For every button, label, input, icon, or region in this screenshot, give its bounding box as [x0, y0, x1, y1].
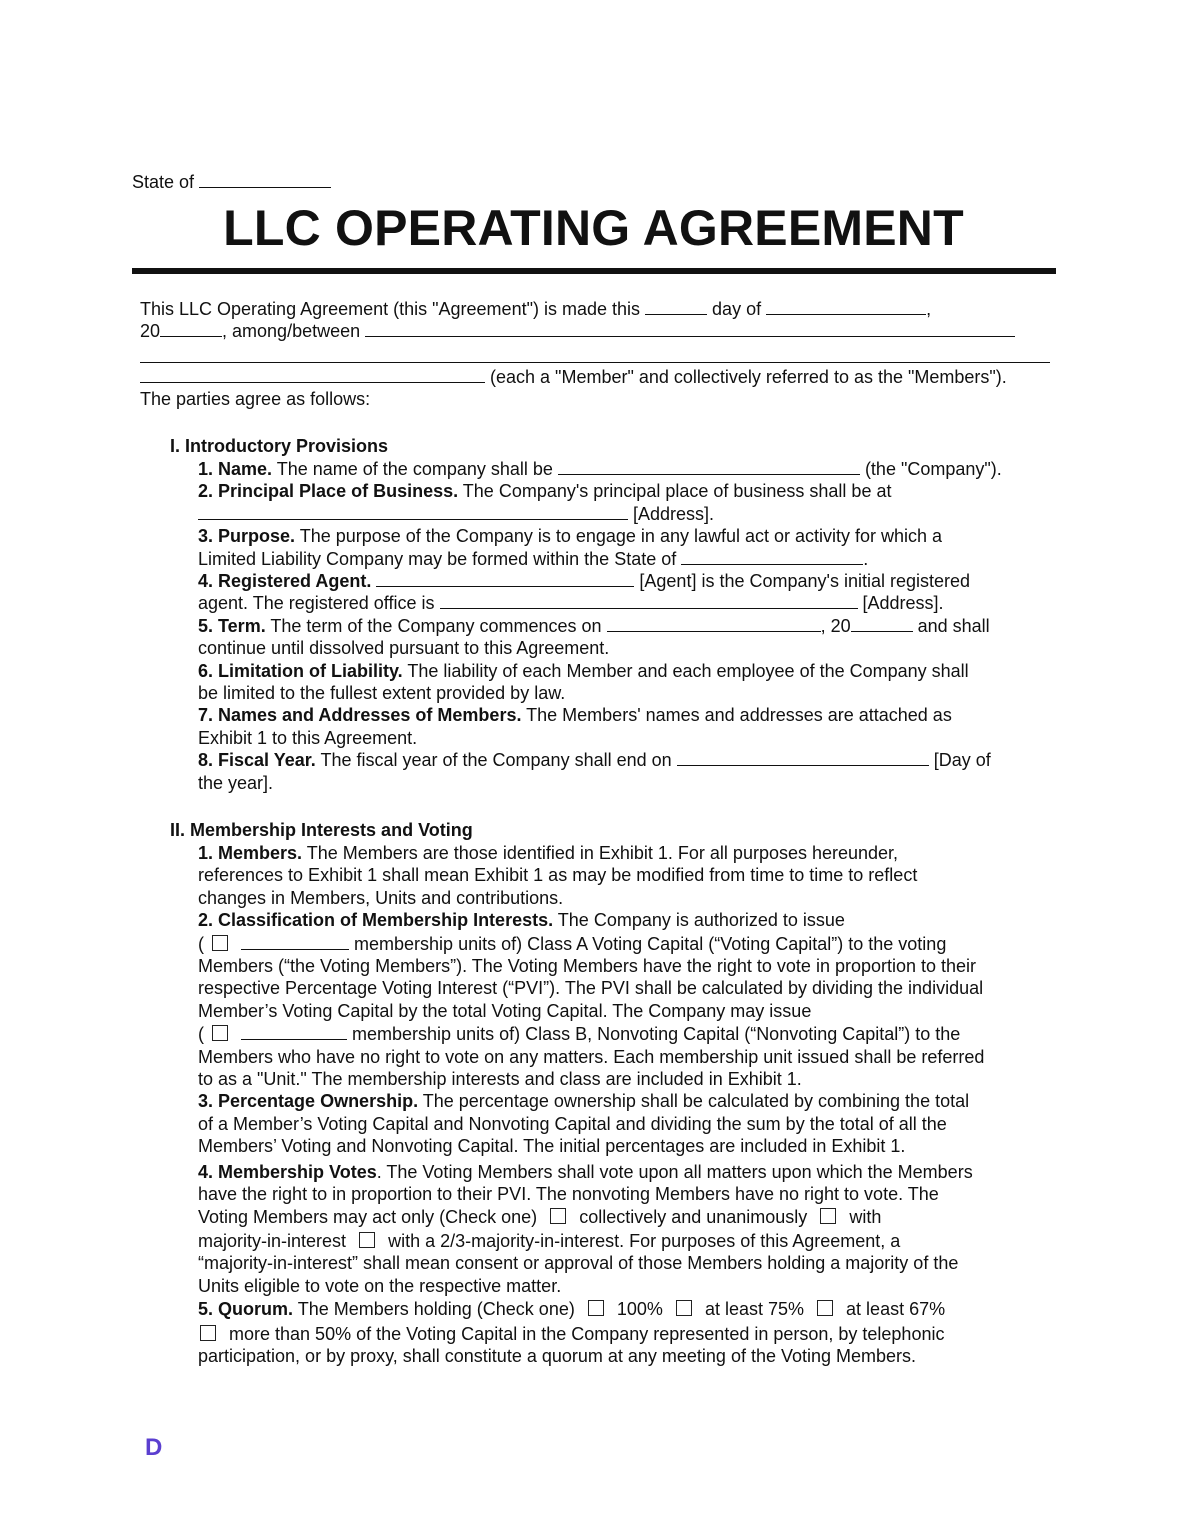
section-membership-items — [198, 842, 1048, 1367]
item-members-addresses — [198, 704, 1048, 726]
item-text: Limited Liability Company may be formed within the State of — [198, 548, 677, 569]
option-label: 100% — [616, 1299, 663, 1320]
item-text: “majority-in-interest” shall mean consent or approval of those Members holding a majority of the — [198, 1253, 959, 1274]
class-b-units-blank — [241, 1025, 347, 1040]
item-text: membership units of) Class A Voting Capital (“Voting Capital”) to the voting — [354, 933, 947, 954]
item-text: Members who have no right to vote on any matters. Each membership unit issued shall be referred — [198, 1046, 985, 1067]
item-text: continue until dissolved pursuant to this Agreement. — [198, 638, 610, 659]
class-b-checkbox[interactable] — [212, 1025, 228, 1041]
item-text: Voting Members may act only (Check one) — [198, 1206, 538, 1227]
item-text: ( — [198, 1024, 204, 1045]
unanimous-checkbox[interactable] — [550, 1208, 566, 1224]
item-text: Member’s Voting Capital by the total Voting Capital. The Company may issue — [198, 1000, 812, 1021]
title-rule — [132, 268, 1056, 274]
item-agent-cont — [198, 592, 1048, 614]
item-text: ( — [198, 933, 204, 954]
item-label: 2. Classification of Membership Interests. — [198, 910, 554, 931]
quorum-line-2 — [198, 1323, 1048, 1345]
quorum-67-checkbox[interactable] — [817, 1300, 833, 1316]
state-formation-blank — [681, 550, 863, 565]
item-text: agent. The registered office is — [198, 593, 435, 614]
option-label: more than 50% of the Voting Capital in the Company represented in person, by telephonic — [229, 1323, 945, 1344]
brand-logo: D — [145, 1434, 163, 1461]
item-text: The Company is authorized to issue — [557, 910, 845, 931]
item-text: Units eligible to vote on the respective matter. — [198, 1275, 562, 1296]
item-classification — [198, 909, 1048, 931]
quorum-75-checkbox[interactable] — [676, 1300, 692, 1316]
class-a-line — [198, 933, 1048, 955]
state-of-line — [132, 172, 331, 193]
item-membership-votes — [198, 1161, 1048, 1183]
quorum-50-checkbox[interactable] — [200, 1325, 216, 1341]
intro-text: The parties agree as follows: — [140, 389, 371, 410]
majority-checkbox[interactable] — [820, 1208, 836, 1224]
item-text: [Address]. — [633, 503, 715, 524]
item-text: participation, or by proxy, shall constitute a quorum at any meeting of the Voting Members. — [198, 1345, 917, 1366]
class-b-line — [198, 1023, 1048, 1045]
item-text: changes in Members, Units and contributions. — [198, 887, 564, 908]
item-label: 5. Term. — [198, 615, 266, 636]
item-name — [198, 458, 1048, 480]
item-purpose — [198, 525, 1048, 547]
item-text: , 20 — [820, 615, 851, 636]
item-label: 1. Members. — [198, 843, 303, 863]
item-text: have the right to in proportion to their PVI. The nonvoting Members have no right to vote. The — [198, 1184, 939, 1205]
item-text: The Members holding (Check one) — [297, 1299, 575, 1320]
item-place — [198, 480, 1048, 502]
item-percentage-ownership — [198, 1090, 1048, 1112]
class-a-units-blank — [241, 935, 349, 950]
item-text: Exhibit 1 to this Agreement. — [198, 727, 418, 748]
company-name-blank — [558, 460, 860, 475]
item-text: The percentage ownership shall be calculated by combining the total — [422, 1091, 970, 1112]
item-label: 4. Registered Agent. — [198, 571, 372, 592]
quorum-100-checkbox[interactable] — [588, 1300, 604, 1316]
item-text: The name of the company shall be — [276, 459, 553, 479]
item-text: (the "Company"). — [864, 459, 1002, 479]
item-label: 6. Limitation of Liability. — [198, 660, 403, 681]
item-text: references to Exhibit 1 shall mean Exhibit 1 as may be modified from time to time to reflect — [198, 865, 918, 886]
item-label: 3. Percentage Ownership. — [198, 1091, 419, 1112]
intro-text: , — [926, 299, 932, 319]
option-label: with — [849, 1206, 882, 1227]
item-text: Members (“the Voting Members”). The Voting Members have the right to vote in proportion to their — [198, 956, 977, 977]
term-date-blank — [607, 617, 821, 632]
term-year-blank — [851, 617, 913, 632]
item-text: respective Percentage Voting Interest (“PVI”). The PVI shall be calculated by dividing the individual — [198, 978, 984, 999]
section-heading-membership: II. Membership Interests and Voting — [170, 820, 473, 840]
item-text: The Members are those identified in Exhibit 1. For all purposes hereunder, — [306, 843, 899, 863]
address-blank — [198, 505, 628, 520]
item-fiscal-year — [198, 749, 1048, 771]
intro-text: This LLC Operating Agreement (this "Agreement") is made this — [140, 299, 641, 319]
item-text: [Day of — [933, 750, 991, 771]
item-text: The Company's principal place of business shall be at — [462, 481, 892, 502]
item-text: of a Member’s Voting Capital and Nonvoting Capital and dividing the sum by the total of all the — [198, 1113, 947, 1134]
two-thirds-majority-checkbox[interactable] — [359, 1232, 375, 1248]
fiscal-year-blank — [677, 751, 929, 766]
item-label: 1. Name. — [198, 459, 273, 479]
day-blank — [645, 300, 707, 315]
item-place-cont — [198, 503, 1048, 525]
item-label: 4. Membership Votes — [198, 1161, 377, 1182]
item-term — [198, 615, 1048, 637]
item-text: and shall — [917, 615, 990, 636]
section-heading-introductory: I. Introductory Provisions — [170, 436, 389, 456]
item-text: [Agent] is the Company's initial registered — [639, 571, 971, 592]
item-agent — [198, 570, 1048, 592]
item-quorum — [198, 1298, 1048, 1320]
agent-blank — [376, 572, 634, 587]
office-blank — [440, 594, 858, 609]
state-blank — [199, 173, 331, 188]
state-of-label: State of — [132, 172, 195, 192]
option-label: at least 67% — [846, 1299, 946, 1320]
item-text: The liability of each Member and each employee of the Company shall — [407, 660, 969, 681]
item-label: 2. Principal Place of Business. — [198, 481, 459, 502]
parties-blank-3 — [140, 368, 485, 383]
votes-options-line-2 — [198, 1230, 1048, 1252]
parties-blank — [365, 322, 1015, 337]
month-blank — [766, 300, 926, 315]
votes-options-line — [198, 1206, 1048, 1228]
item-liability — [198, 660, 1048, 682]
class-a-checkbox[interactable] — [212, 935, 228, 951]
intro-text: (each a "Member" and collectively referred to as the "Members"). — [490, 366, 1007, 387]
item-text: Members’ Voting and Nonvoting Capital. The initial percentages are included in Exhibit 1. — [198, 1136, 906, 1157]
year-blank — [160, 322, 222, 337]
option-label: with a 2/3-majority-in-interest. For purposes of this Agreement, a — [388, 1230, 901, 1251]
intro-text: 20 — [140, 321, 161, 342]
item-label: 8. Fiscal Year. — [198, 750, 316, 771]
item-purpose-cont — [198, 548, 1048, 570]
item-text: the year]. — [198, 772, 274, 793]
document-title: LLC OPERATING AGREEMENT — [223, 200, 964, 256]
item-label: 7. Names and Addresses of Members. — [198, 705, 522, 726]
intro-text: , among/between — [222, 321, 361, 342]
item-text: The Members' names and addresses are attached as — [526, 705, 952, 726]
item-text: The term of the Company commences on — [270, 615, 602, 636]
item-text: be limited to the fullest extent provided by law. — [198, 683, 566, 704]
item-text: to as a "Unit." The membership interests and class are included in Exhibit 1. — [198, 1069, 802, 1090]
item-label: 3. Purpose. — [198, 526, 296, 547]
option-label: majority-in-interest — [198, 1230, 347, 1251]
item-text: membership units of) Class B, Nonvoting Capital (“Nonvoting Capital”) to the — [352, 1024, 961, 1045]
section-introductory-items — [198, 458, 1048, 794]
option-label: collectively and unanimously — [579, 1206, 808, 1227]
item-text: The fiscal year of the Company shall end on — [320, 750, 672, 771]
item-members — [198, 842, 1048, 864]
intro-paragraph — [140, 298, 1050, 411]
option-label: at least 75% — [704, 1299, 805, 1320]
item-text: . The Voting Members shall vote upon all matters upon which the Members — [376, 1161, 973, 1182]
parties-blank-2 — [140, 343, 1050, 363]
intro-text: day of — [712, 299, 762, 319]
item-text: [Address]. — [862, 593, 944, 614]
item-text: . — [863, 548, 869, 569]
item-label: 5. Quorum. — [198, 1299, 294, 1320]
item-text: The purpose of the Company is to engage in any lawful act or activity for which a — [299, 526, 943, 547]
